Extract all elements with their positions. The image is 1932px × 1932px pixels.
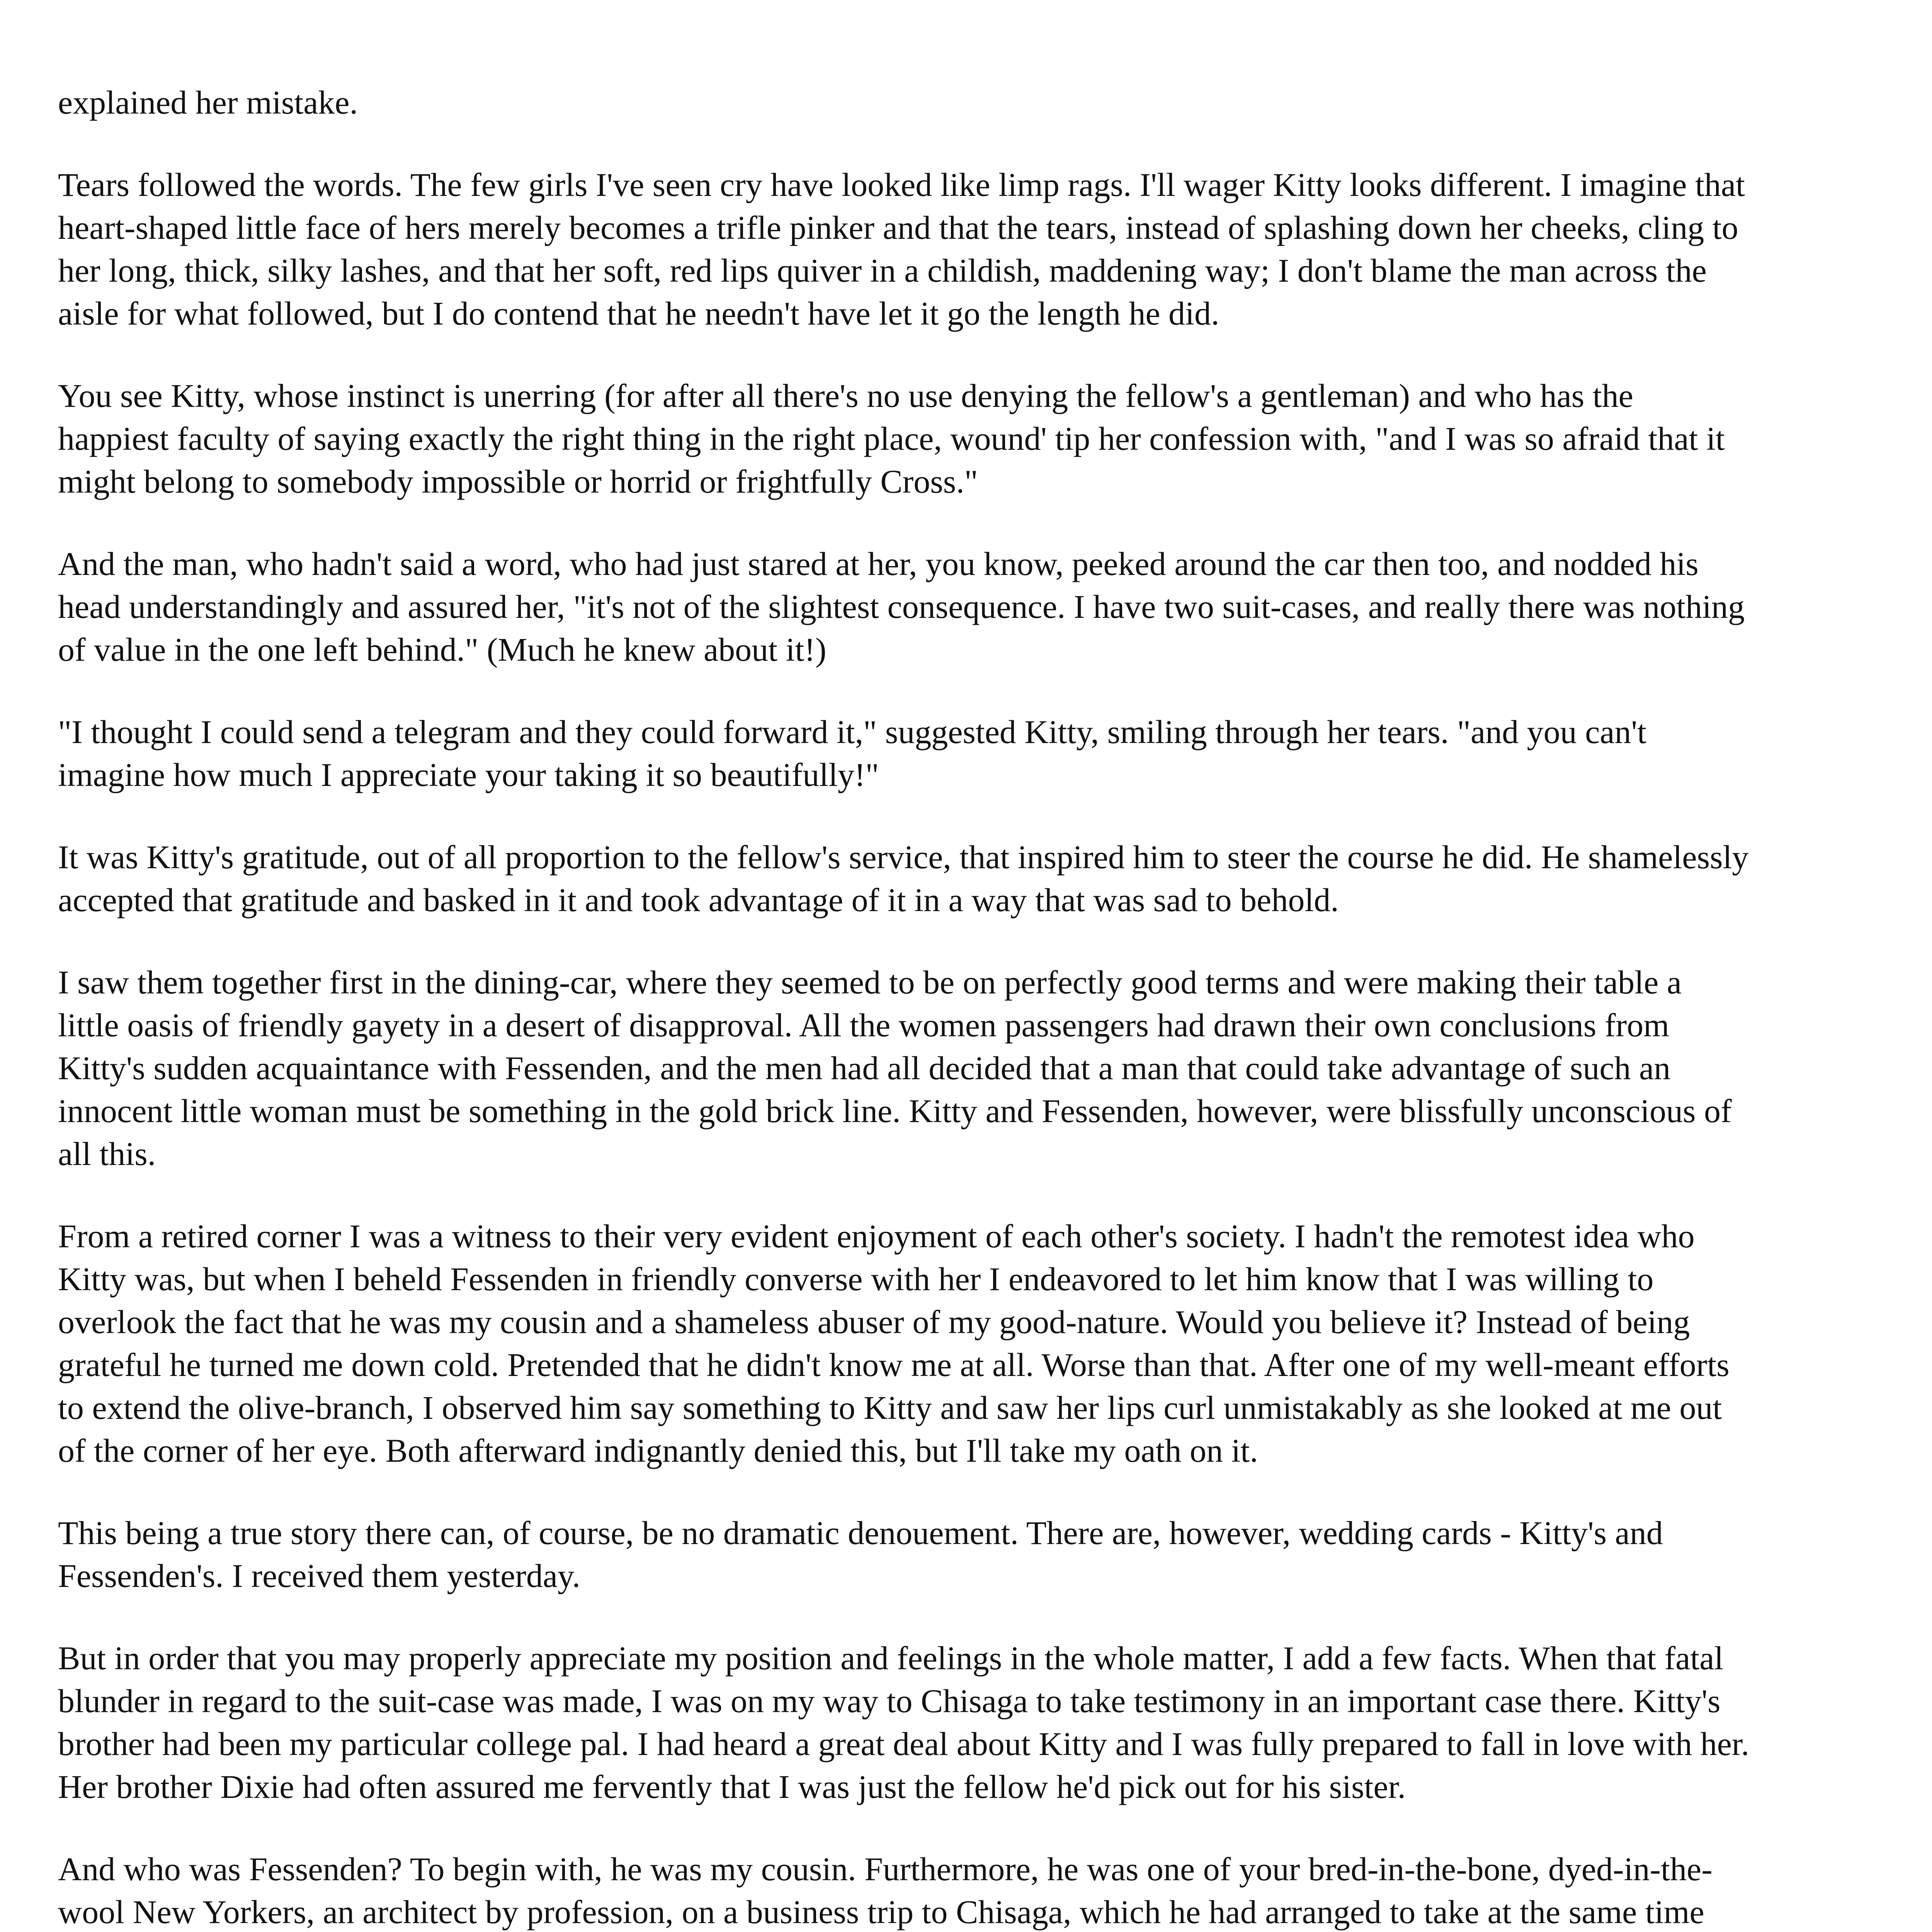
story-text [58,81,1750,1932]
paragraph-11: And who was Fessenden? To begin with, he was my cousin. Furthermore, he was one of your bred-in-the-bone, dyed-in-the-wool New Yorkers, an architect by profession, on a business trip to Chisaga, which he had arranged to take at the same time [58,1850,1713,1930]
paragraph-3: You see Kitty, whose instinct is unerring (for after all there's no use denying the fellow's a gentleman) and who has the happiest faculty of saying exactly the right thing in the right place, wound' tip her confession with, "and I was so afraid that it might belong to somebody impossible or horrid or frightfully Cross." [58,377,1725,500]
paragraph-10: But in order that you may properly appreciate my position and feelings in the whole matter, I add a few facts. When that fatal blunder in regard to the suit-case was made, I was on my way to Chisaga to take testimony in an important case there. Kitty's brother had been my particular college pal. I had heard a great deal about Kitty and I was fully prepared to fall in love with her. Her brother Dixie had often assured me fervently that I was just the fellow he'd pick out for his sister. [58,1639,1750,1805]
paragraph-6: It was Kitty's gratitude, out of all proportion to the fellow's service, that inspired him to steer the course he did. He shamelessly accepted that gratitude and basked in it and took advantage of it in a way that was sad to behold. [58,838,1749,918]
paragraph-4: And the man, who hadn't said a word, who had just stared at her, you know, peeked around the car then too, and nodded his head understandingly and assured her, "it's not of the slightest consequence. I have two suit-cases, and really there was nothing of value in the one left behind." (Much he knew about it!) [58,545,1745,668]
paragraph-2: Tears followed the words. The few girls I've seen cry have looked like limp rags. I'll wager Kitty looks different. I imagine that heart-shaped little face of hers merely becomes a trifle pinker and that the tears, instead of splashing down her cheeks, cling to her long, thick, silky lashes, and that her soft, red lips quiver in a childish, maddening way; I don't blame the man across the aisle for what followed, but I do contend that he needn't have let it go the length he did. [58,166,1745,332]
paragraph-9: This being a true story there can, of course, be no dramatic denouement. There are, however, wedding cards - Kitty's and Fessenden's. I received them yesterday. [58,1514,1663,1594]
paragraph-5: "I thought I could send a telegram and they could forward it," suggested Kitty, smiling through her tears. "and you can't imagine how much I appreciate your taking it so beautifully!" [58,713,1646,793]
paragraph-7: I saw them together first in the dining-car, where they seemed to be on perfectly good terms and were making their table a little oasis of friendly gayety in a desert of disapproval. All the women passengers had drawn their own conclusions from Kitty's sudden acquaintance with Fessenden, and the men had all decided that a man that could take advantage of such an innocent little woman must be something in the gold brick line. Kitty and Fessenden, however, were blissfully unconscious of all this. [58,964,1732,1172]
paragraph-1: explained her mistake. [58,84,358,121]
paragraph-8: From a retired corner I was a witness to their very evident enjoyment of each other's society. I hadn't the remotest idea who Kitty was, but when I beheld Fessenden in friendly converse with her I endeavored to let him know that I was willing to overlook the fact that he was my cousin and a shameless abuser of my good-nature. Would you believe it? Instead of being grateful he turned me down cold. Pretended that he didn't know me at all. Worse than that. After one of my well-meant efforts to extend the olive-branch, I observed him say something to Kitty and saw her lips curl unmistakably as she looked at me out of the corner of her eye. Both afterward indignantly denied this, but I'll take my oath on it. [58,1218,1730,1469]
